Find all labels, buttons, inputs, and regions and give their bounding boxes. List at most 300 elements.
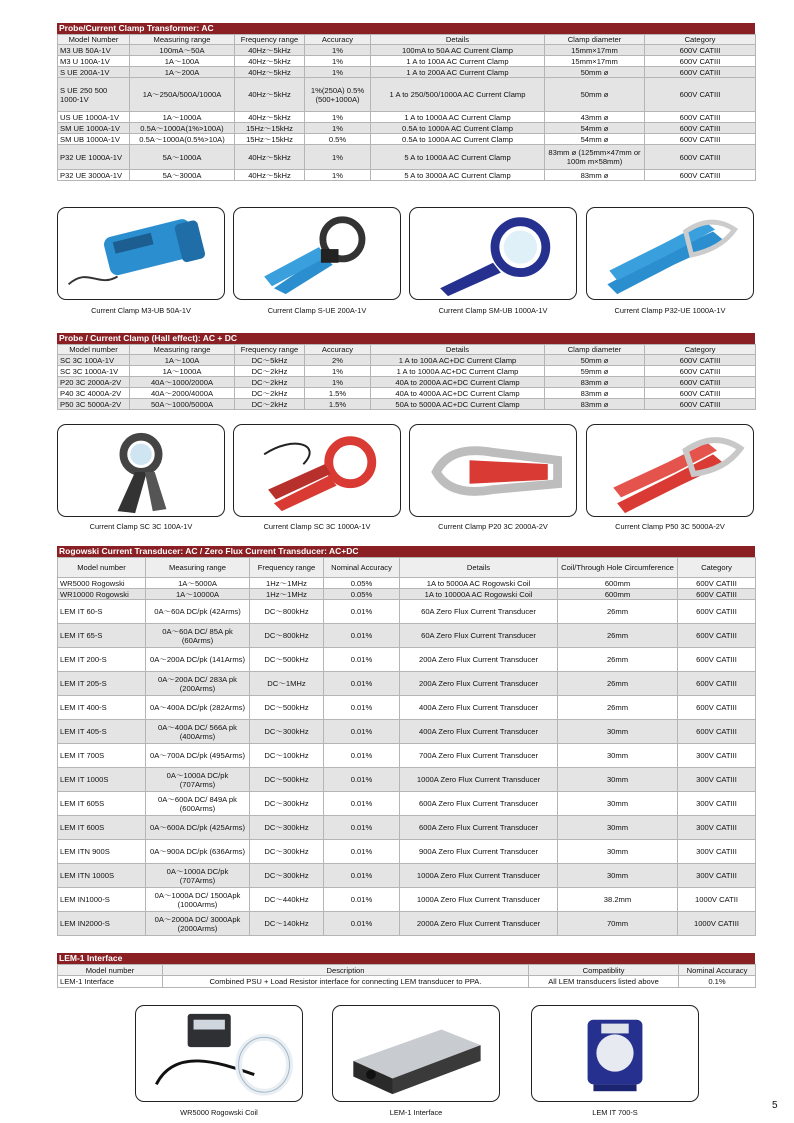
table-cell: SM UE 1000A-1V (58, 123, 130, 134)
table-row (58, 792, 756, 816)
table-cell: 15Hz～15kHz (235, 134, 305, 145)
table-cell: 600V CATIII (645, 67, 756, 78)
table-cell: DC～440kHz (250, 888, 324, 912)
table-cell: 600V CATIII (645, 388, 756, 399)
table-row (58, 388, 756, 399)
table-cell: 300V CATIII (678, 864, 756, 888)
table-cell: 59mm ø (545, 366, 645, 377)
table-row (58, 600, 756, 624)
column-header: Frequency range (250, 558, 324, 578)
table-cell: 100mA to 50A AC Current Clamp (371, 45, 545, 56)
table-cell: 600V CATIII (645, 56, 756, 67)
caption-lem1: LEM-1 Interface (389, 1108, 443, 1117)
table-cell: P40 3C 4000A-2V (58, 388, 130, 399)
table-cell: 54mm ø (545, 123, 645, 134)
table-cell: DC～2kHz (235, 377, 305, 388)
table-cell: M3 U 100A-1V (58, 56, 130, 67)
table-cell: SC 3C 100A-1V (58, 355, 130, 366)
ac-clamp-table (57, 34, 756, 181)
table-cell: 43mm ø (545, 112, 645, 123)
table-cell: 0.01% (324, 912, 400, 936)
table-cell: 0A～900A DC/pk (636Arms) (146, 840, 250, 864)
table-cell: 30mm (558, 744, 678, 768)
table-cell: 50mm ø (545, 67, 645, 78)
table-cell: 54mm ø (545, 134, 645, 145)
table-cell: 1Hz～1MHz (250, 578, 324, 589)
table-row (58, 744, 756, 768)
table-cell: 0.5A～1000A(1%>100A) (130, 123, 235, 134)
table-row (58, 696, 756, 720)
table-row (58, 67, 756, 78)
table-cell: 1A～5000A (146, 578, 250, 589)
table-cell: LEM-1 Interface (58, 976, 163, 988)
table-cell: 40Hz～5kHz (235, 67, 305, 78)
table-cell: 600V CATIII (645, 145, 756, 170)
table-cell: 0A～1000A DC/pk (707Arms) (146, 864, 250, 888)
table-cell: 1000A Zero Flux Current Transducer (400, 888, 558, 912)
table-cell: 40Hz～5kHz (235, 170, 305, 181)
table-cell: LEM IN2000-S (58, 912, 146, 936)
caption-sc-3c-100a: Current Clamp SC 3C 100A-1V (89, 522, 193, 531)
table-row (58, 768, 756, 792)
table-row (58, 976, 756, 988)
table-cell: 1A～100A (130, 355, 235, 366)
column-header: Accuracy (305, 35, 371, 45)
table-cell: 700A Zero Flux Current Transducer (400, 744, 558, 768)
table-cell: 0.01% (324, 600, 400, 624)
table-cell: 0A～200A DC/ 283A pk (200Arms) (146, 672, 250, 696)
table-cell: 100mA～50A (130, 45, 235, 56)
table-cell: 300V CATIII (678, 816, 756, 840)
table-cell: 83mm ø (545, 377, 645, 388)
table-cell: 200A Zero Flux Current Transducer (400, 672, 558, 696)
table-cell: 600V CATIII (645, 399, 756, 410)
table-cell: 0.01% (324, 864, 400, 888)
table-cell: 0.01% (324, 720, 400, 744)
table-cell: 1 A to 1000A AC+DC Current Clamp (371, 366, 545, 377)
table-cell: 40A to 2000A AC+DC Current Clamp (371, 377, 545, 388)
table-cell: 1% (305, 67, 371, 78)
table-cell: 0A～400A DC/ 566A pk (400Arms) (146, 720, 250, 744)
table-cell: 30mm (558, 864, 678, 888)
table-row (58, 888, 756, 912)
table-cell: 600V CATIII (645, 377, 756, 388)
table-cell: 1% (305, 56, 371, 67)
table-cell: LEM ITN 900S (58, 840, 146, 864)
table-cell: 0.01% (324, 648, 400, 672)
table-cell: DC～5kHz (235, 355, 305, 366)
column-header: Frequency range (235, 345, 305, 355)
table-cell: 900A Zero Flux Current Transducer (400, 840, 558, 864)
table-cell: 600V CATIII (645, 112, 756, 123)
caption-p50-3c: Current Clamp P50 3C 5000A-2V (615, 522, 725, 531)
table-header-row (58, 345, 756, 355)
photo-sc-3c-1000a (233, 424, 401, 517)
caption-s-ue: Current Clamp S-UE 200A-1V (267, 306, 367, 315)
table-row (58, 170, 756, 181)
table-cell: 0A～60A DC/pk (42Arms) (146, 600, 250, 624)
table-cell: 30mm (558, 816, 678, 840)
table-cell: 600mm (558, 589, 678, 600)
table-cell: 1 A to 250/500/1000A AC Current Clamp (371, 78, 545, 112)
table-cell: 0.1% (679, 976, 756, 988)
table-row (58, 648, 756, 672)
table-cell: 50A～1000/5000A (130, 399, 235, 410)
photo-p32-ue-clamp (586, 207, 754, 300)
table-cell: 1 A to 1000A AC Current Clamp (371, 112, 545, 123)
table-cell: 83mm ø (545, 388, 645, 399)
table-cell: 1A～100A (130, 56, 235, 67)
table-cell: 30mm (558, 840, 678, 864)
table-cell: 1% (305, 145, 371, 170)
table-cell: LEM IT 405-S (58, 720, 146, 744)
table-cell: 1 A to 100A AC+DC Current Clamp (371, 355, 545, 366)
photo-m3-ub-clamp (57, 207, 225, 300)
table-cell: LEM IT 200-S (58, 648, 146, 672)
column-header: Nominal Accuracy (679, 965, 756, 976)
table-cell: 30mm (558, 720, 678, 744)
table-cell: 1%(250A) 0.5%(500+1000A) (305, 78, 371, 112)
column-header: Category (645, 35, 756, 45)
column-header: Clamp diameter (545, 345, 645, 355)
table-cell: 40A～1000/2000A (130, 377, 235, 388)
table-cell: M3 UB 50A-1V (58, 45, 130, 56)
column-header: Model Number (58, 35, 130, 45)
table-cell: 400A Zero Flux Current Transducer (400, 720, 558, 744)
table-cell: 0.5A～1000A(0.5%>10A) (130, 134, 235, 145)
column-header: Compatiblity (529, 965, 679, 976)
table-cell: LEM IT 605S (58, 792, 146, 816)
table-row (58, 816, 756, 840)
table-cell: LEM IT 400-S (58, 696, 146, 720)
table-row (58, 56, 756, 67)
table-cell: 1% (305, 123, 371, 134)
table-cell: DC～1MHz (250, 672, 324, 696)
table-cell: 2000A Zero Flux Current Transducer (400, 912, 558, 936)
table-cell: DC～500kHz (250, 648, 324, 672)
caption-sm-ub: Current Clamp SM-UB 1000A-1V (438, 306, 548, 315)
table-cell: 1% (305, 377, 371, 388)
table-row (58, 112, 756, 123)
table-cell: 0.5A to 1000A AC Current Clamp (371, 134, 545, 145)
table-cell: LEM IT 205-S (58, 672, 146, 696)
table-row (58, 355, 756, 366)
section-title-lem-interface: LEM-1 Interface (57, 953, 755, 964)
table-cell: P50 3C 5000A-2V (58, 399, 130, 410)
table-cell: 1% (305, 112, 371, 123)
table-cell: 38.2mm (558, 888, 678, 912)
table-cell: WR10000 Rogowski (58, 589, 146, 600)
rogowski-table (57, 557, 756, 936)
column-header: Details (371, 35, 545, 45)
table-cell: 0.01% (324, 888, 400, 912)
table-cell: DC～800kHz (250, 624, 324, 648)
table-cell: 26mm (558, 624, 678, 648)
table-cell: 50mm ø (545, 355, 645, 366)
table-cell: 0.01% (324, 816, 400, 840)
table-cell: LEM IT 60-S (58, 600, 146, 624)
table-cell: 600V CATIII (645, 45, 756, 56)
table-cell: US UE 1000A-1V (58, 112, 130, 123)
table-cell: 0A～1000A DC/pk (707Arms) (146, 768, 250, 792)
photo-s-ue-clamp (233, 207, 401, 300)
table-cell: 2% (305, 355, 371, 366)
table-cell: LEM IT 1000S (58, 768, 146, 792)
table-cell: 600V CATIII (678, 624, 756, 648)
column-header: Model number (58, 965, 163, 976)
table-row (58, 377, 756, 388)
table-cell: 0.01% (324, 792, 400, 816)
table-cell: 0A～400A DC/pk (282Arms) (146, 696, 250, 720)
table-cell: 0A～1000A DC/ 1500Apk (1000Arms) (146, 888, 250, 912)
table-cell: 26mm (558, 696, 678, 720)
table-cell: 1A to 5000A AC Rogowski Coil (400, 578, 558, 589)
table-cell: 50A to 5000A AC+DC Current Clamp (371, 399, 545, 410)
table-cell: 1000V CATIII (678, 912, 756, 936)
table-cell: 1A～1000A (130, 366, 235, 377)
table-cell: LEM IT 600S (58, 816, 146, 840)
table-cell: 50mm ø (545, 78, 645, 112)
table-cell: LEM IT 700S (58, 744, 146, 768)
table-cell: 600V CATIII (645, 355, 756, 366)
table-cell: 5A～1000A (130, 145, 235, 170)
photo-wr5000-coil (135, 1005, 303, 1102)
column-header: Description (163, 965, 529, 976)
column-header: Category (678, 558, 756, 578)
table-cell: 40Hz～5kHz (235, 112, 305, 123)
table-cell: 1 A to 100A AC Current Clamp (371, 56, 545, 67)
table-cell: DC～2kHz (235, 399, 305, 410)
table-cell: 0.5% (305, 134, 371, 145)
table-cell: 83mm ø (545, 170, 645, 181)
table-cell: 40Hz～5kHz (235, 145, 305, 170)
table-cell: 1000A Zero Flux Current Transducer (400, 864, 558, 888)
table-cell: P32 UE 1000A-1V (58, 145, 130, 170)
table-row (58, 840, 756, 864)
table-cell: 40Hz～5kHz (235, 56, 305, 67)
table-cell: 1.5% (305, 399, 371, 410)
table-cell: 0.01% (324, 768, 400, 792)
table-cell: DC～140kHz (250, 912, 324, 936)
table-cell: 0A～600A DC/ 849A pk (600Arms) (146, 792, 250, 816)
table-cell: 40A～2000/4000A (130, 388, 235, 399)
photo-p20-3c (409, 424, 577, 517)
table-cell: 0.01% (324, 696, 400, 720)
table-cell: 83mm ø (545, 399, 645, 410)
column-header: Nominal Accuracy (324, 558, 400, 578)
hall-clamp-table (57, 344, 756, 410)
table-row (58, 399, 756, 410)
column-header: Clamp diameter (545, 35, 645, 45)
table-cell: 600V CATIII (645, 366, 756, 377)
table-cell: 40Hz～5kHz (235, 78, 305, 112)
table-cell: 0A～600A DC/pk (425Arms) (146, 816, 250, 840)
table-cell: 0.01% (324, 624, 400, 648)
table-cell: 1000V CATII (678, 888, 756, 912)
caption-p20-3c: Current Clamp P20 3C 2000A-2V (438, 522, 548, 531)
photo-p50-3c (586, 424, 754, 517)
column-header: Details (371, 345, 545, 355)
table-cell: 0.05% (324, 578, 400, 589)
table-cell: P20 3C 2000A-2V (58, 377, 130, 388)
column-header: Frequency range (235, 35, 305, 45)
column-header: Measuring range (146, 558, 250, 578)
photo-sm-ub-clamp (409, 207, 577, 300)
table-cell: 0.01% (324, 744, 400, 768)
table-cell: 26mm (558, 600, 678, 624)
table-cell: 26mm (558, 672, 678, 696)
table-cell: 1A～1000A (130, 112, 235, 123)
table-cell: DC～2kHz (235, 366, 305, 377)
photo-sc-3c-100a (57, 424, 225, 517)
table-cell: 300V CATIII (678, 768, 756, 792)
table-header-row (58, 35, 756, 45)
table-cell: 400A Zero Flux Current Transducer (400, 696, 558, 720)
table-cell: 1 A to 200A AC Current Clamp (371, 67, 545, 78)
lem-interface-table (57, 964, 756, 988)
caption-sc-3c-1000a: Current Clamp SC 3C 1000A-1V (263, 522, 371, 531)
table-cell: 5A～3000A (130, 170, 235, 181)
table-cell: DC～300kHz (250, 720, 324, 744)
table-cell: 1Hz～1MHz (250, 589, 324, 600)
table-cell: 60A Zero Flux Current Transducer (400, 624, 558, 648)
table-row (58, 78, 756, 112)
table-cell: 70mm (558, 912, 678, 936)
table-cell: 15mm×17mm (545, 56, 645, 67)
page-number: 5 (772, 1100, 778, 1111)
table-cell: 0.01% (324, 672, 400, 696)
table-cell: 60A Zero Flux Current Transducer (400, 600, 558, 624)
table-cell: 600mm (558, 578, 678, 589)
photo-lem1-interface (332, 1005, 500, 1102)
table-cell: 600V CATIII (678, 600, 756, 624)
table-cell: 5 A to 3000A AC Current Clamp (371, 170, 545, 181)
table-cell: 0.01% (324, 840, 400, 864)
table-row (58, 864, 756, 888)
table-row (58, 672, 756, 696)
table-row (58, 123, 756, 134)
table-cell: 600V CATIII (645, 134, 756, 145)
table-cell: 1A～200A (130, 67, 235, 78)
table-cell: P32 UE 3000A-1V (58, 170, 130, 181)
section-title-ac-clamps: Probe/Current Clamp Transformer: AC (57, 23, 755, 34)
table-cell: 1A～250A/500A/1000A (130, 78, 235, 112)
table-cell: S UE 200A-1V (58, 67, 130, 78)
table-cell: DC～300kHz (250, 840, 324, 864)
table-cell: All LEM transducers listed above (529, 976, 679, 988)
table-cell: 1.5% (305, 388, 371, 399)
caption-lem-it-700s: LEM IT 700-S (592, 1108, 638, 1117)
table-cell: 0A～60A DC/ 85A pk (60Arms) (146, 624, 250, 648)
table-row (58, 578, 756, 589)
table-row (58, 912, 756, 936)
table-cell: 0A～700A DC/pk (495Arms) (146, 744, 250, 768)
table-cell: DC～300kHz (250, 792, 324, 816)
table-cell: SC 3C 1000A-1V (58, 366, 130, 377)
table-cell: 600A Zero Flux Current Transducer (400, 816, 558, 840)
table-cell: 1000A Zero Flux Current Transducer (400, 768, 558, 792)
table-row (58, 134, 756, 145)
table-cell: DC～300kHz (250, 816, 324, 840)
table-cell: 1% (305, 170, 371, 181)
table-cell: 30mm (558, 792, 678, 816)
table-cell: 200A Zero Flux Current Transducer (400, 648, 558, 672)
column-header: Model number (58, 558, 146, 578)
table-row (58, 720, 756, 744)
table-cell: LEM ITN 1000S (58, 864, 146, 888)
table-row (58, 366, 756, 377)
caption-wr5000: WR5000 Rogowski Coil (180, 1108, 258, 1117)
table-cell: 15Hz～15kHz (235, 123, 305, 134)
table-cell: 600V CATIII (678, 589, 756, 600)
table-cell: SM UB 1000A-1V (58, 134, 130, 145)
column-header: Details (400, 558, 558, 578)
table-row (58, 624, 756, 648)
table-cell: DC～2kHz (235, 388, 305, 399)
table-cell: DC～100kHz (250, 744, 324, 768)
table-cell: DC～500kHz (250, 696, 324, 720)
table-cell: 0.5A to 1000A AC Current Clamp (371, 123, 545, 134)
section-title-hall-clamps: Probe / Current Clamp (Hall effect): AC + DC (57, 333, 755, 344)
table-cell: 600V CATIII (645, 78, 756, 112)
column-header: Accuracy (305, 345, 371, 355)
table-cell: 40A to 4000A AC+DC Current Clamp (371, 388, 545, 399)
table-cell: 5 A to 1000A AC Current Clamp (371, 145, 545, 170)
table-cell: 1A to 10000A AC Rogowski Coil (400, 589, 558, 600)
table-header-row (58, 558, 756, 578)
table-row (58, 45, 756, 56)
table-row (58, 589, 756, 600)
column-header: Measuring range (130, 345, 235, 355)
table-cell: 600V CATIII (678, 720, 756, 744)
table-cell: S UE 250 500 1000-1V (58, 78, 130, 112)
column-header: Measuring range (130, 35, 235, 45)
table-cell: WR5000 Rogowski (58, 578, 146, 589)
column-header: Category (645, 345, 756, 355)
table-cell: 1% (305, 366, 371, 377)
table-cell: 1A～10000A (146, 589, 250, 600)
table-cell: DC～500kHz (250, 768, 324, 792)
table-cell: 0A～200A DC/pk (141Arms) (146, 648, 250, 672)
photo-lem-it-700s (531, 1005, 699, 1102)
table-cell: 600V CATIII (678, 696, 756, 720)
table-cell: 600V CATIII (645, 170, 756, 181)
section-title-rogowski: Rogowski Current Transducer: AC / Zero Flux Current Transducer: AC+DC (57, 546, 755, 557)
table-cell: 26mm (558, 648, 678, 672)
table-cell: 600V CATIII (678, 672, 756, 696)
table-cell: 600V CATIII (645, 123, 756, 134)
table-cell: DC～800kHz (250, 600, 324, 624)
table-cell: Combined PSU + Load Resistor interface for connecting LEM transducer to PPA. (163, 976, 529, 988)
table-cell: 1% (305, 45, 371, 56)
table-cell: 300V CATIII (678, 840, 756, 864)
table-cell: 600A Zero Flux Current Transducer (400, 792, 558, 816)
table-cell: 83mm ø (125mm×47mm or 100m m×58mm) (545, 145, 645, 170)
table-header-row (58, 965, 756, 976)
table-cell: 300V CATIII (678, 744, 756, 768)
caption-p32-ue: Current Clamp P32-UE 1000A-1V (614, 306, 726, 315)
caption-m3-ub: Current Clamp M3-UB 50A-1V (91, 306, 191, 315)
table-cell: 40Hz～5kHz (235, 45, 305, 56)
table-cell: 300V CATIII (678, 792, 756, 816)
table-row (58, 145, 756, 170)
table-cell: LEM IT 65-S (58, 624, 146, 648)
table-cell: 600V CATIII (678, 578, 756, 589)
table-cell: 15mm×17mm (545, 45, 645, 56)
table-cell: 600V CATIII (678, 648, 756, 672)
column-header: Model number (58, 345, 130, 355)
column-header: Coil/Through Hole Circumference (558, 558, 678, 578)
